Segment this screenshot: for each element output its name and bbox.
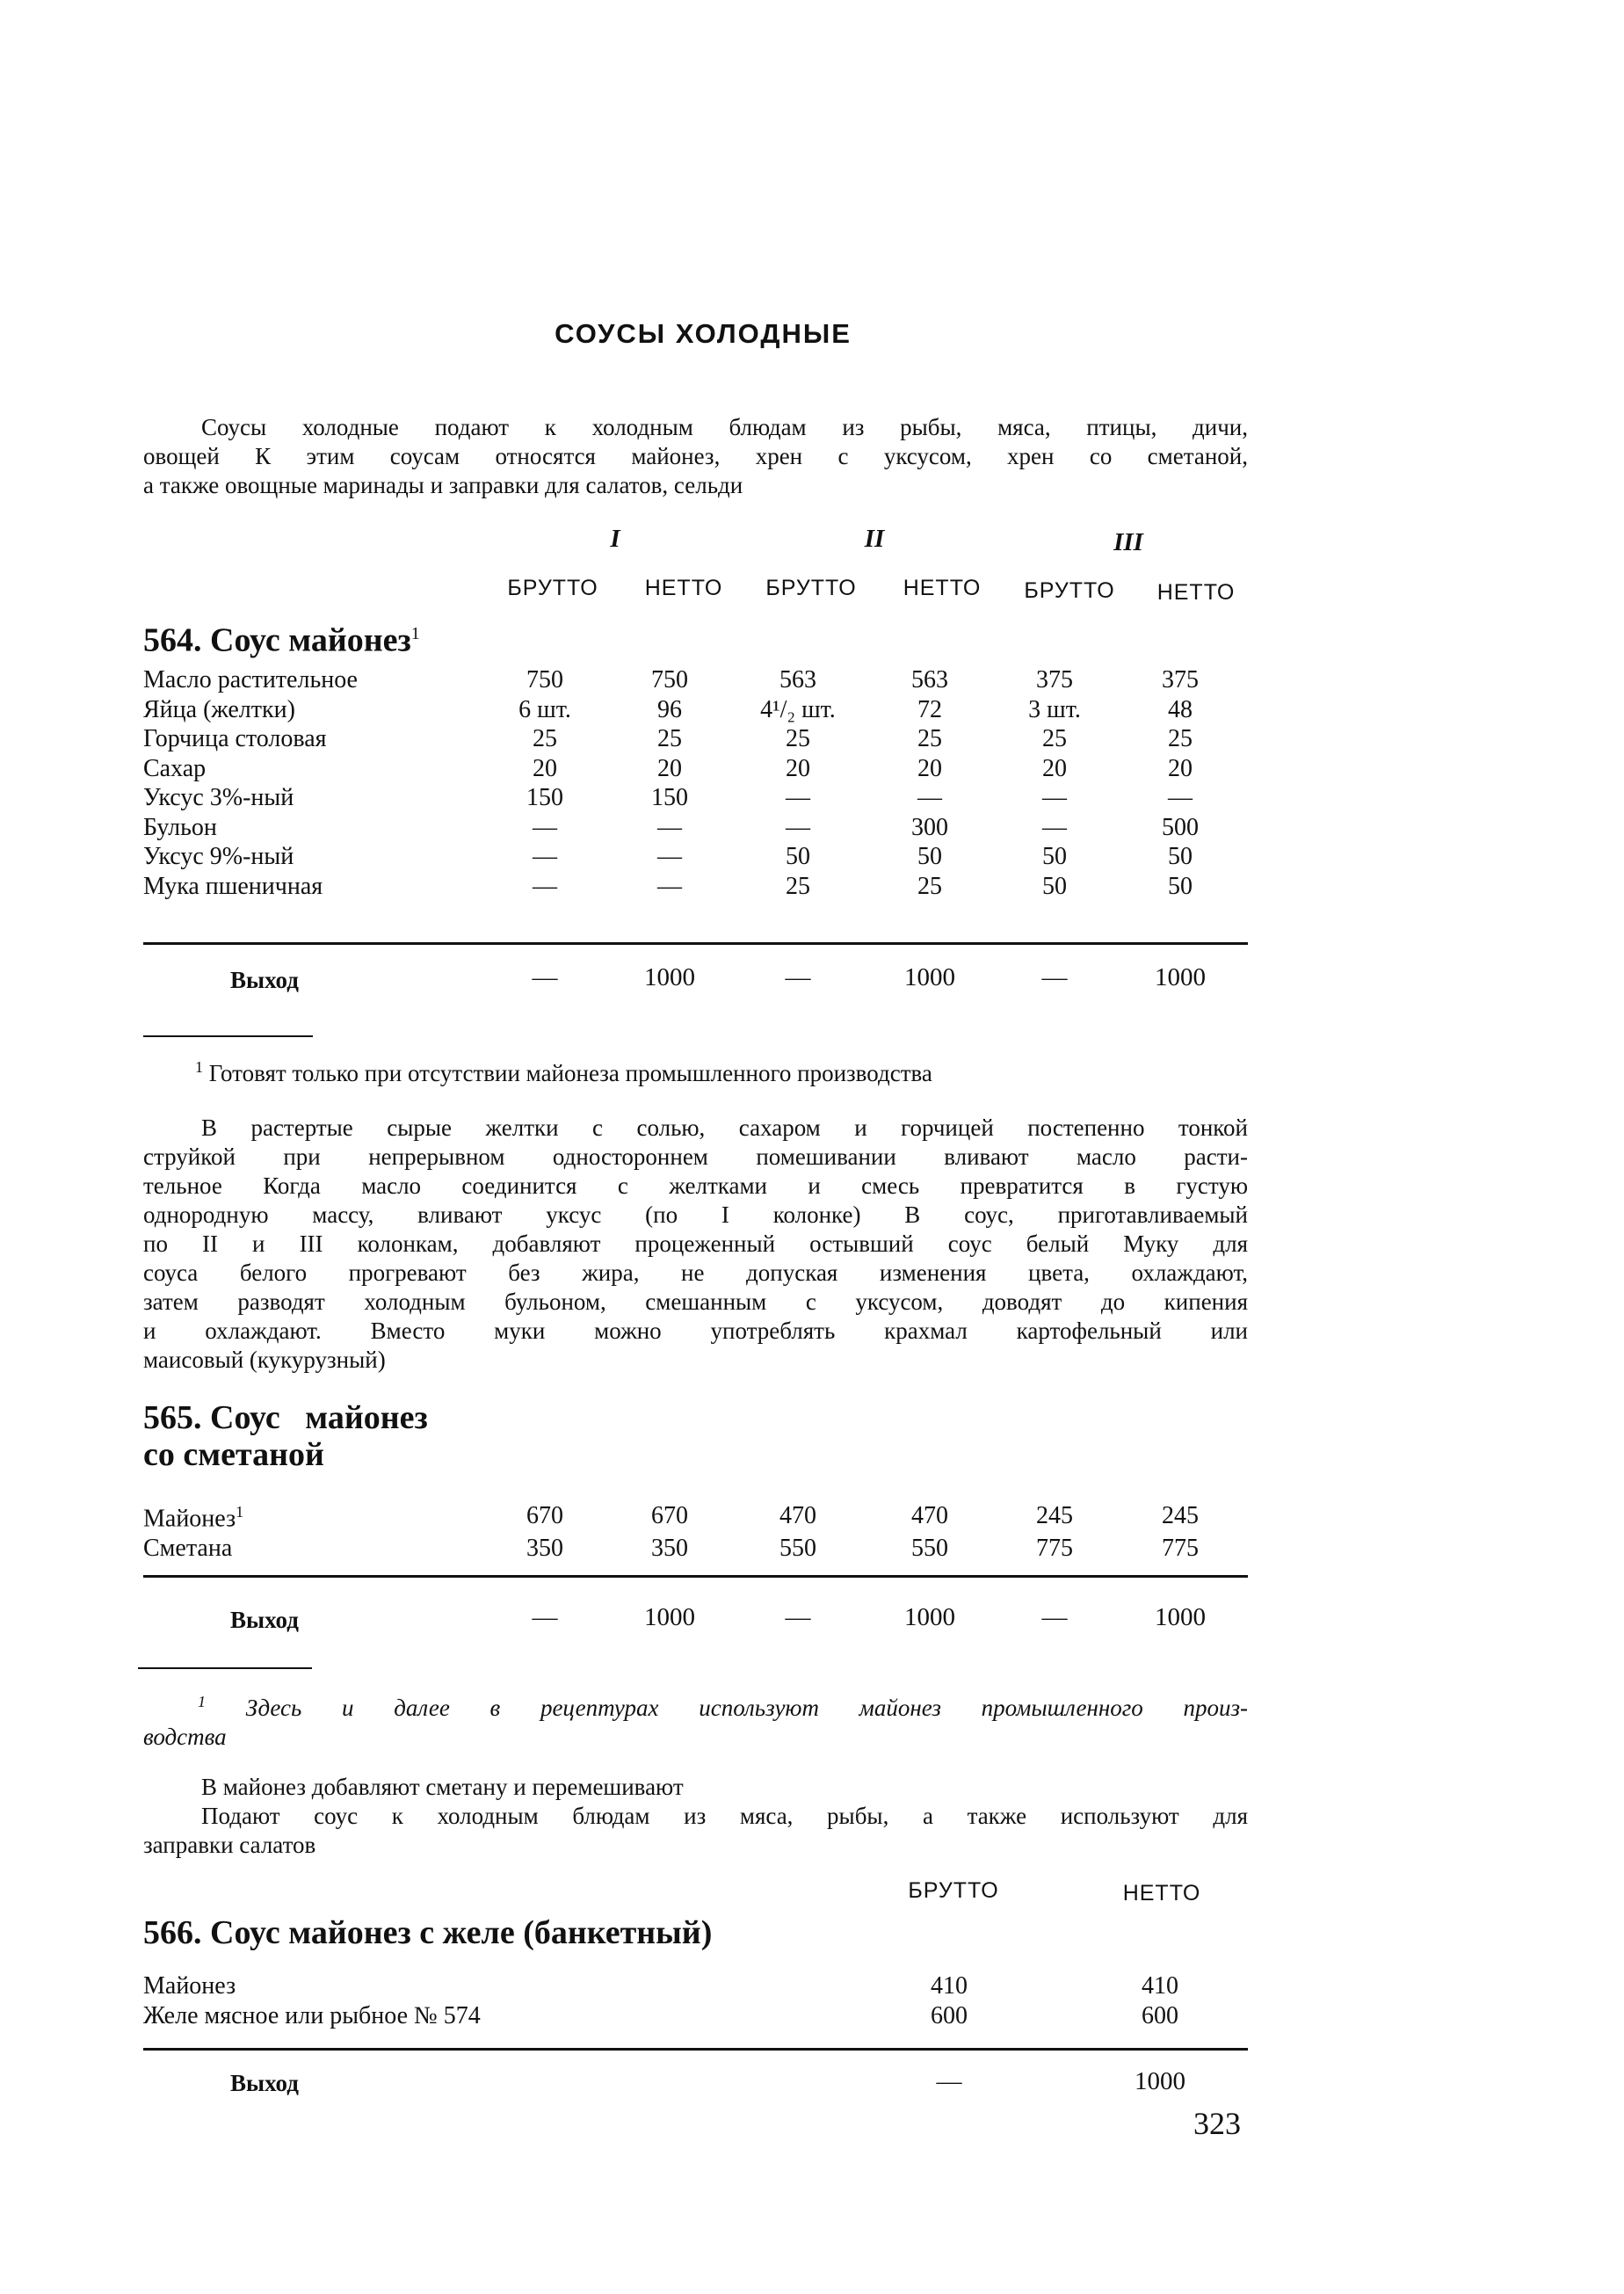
spacer xyxy=(722,872,745,902)
spacer xyxy=(1107,842,1127,872)
column-group-label: II xyxy=(864,525,885,553)
spacer xyxy=(851,724,877,754)
quantity-cell: 4¹/₂ шт. xyxy=(760,695,836,723)
quantity-cell: — xyxy=(917,784,942,811)
spacer xyxy=(851,754,877,784)
spacer xyxy=(1002,1971,1107,2001)
yield-value: — xyxy=(1041,963,1068,991)
ingredient-name xyxy=(143,842,492,872)
ingredient-row xyxy=(143,695,1233,725)
ingredient-name-text: Яйца (желтки) xyxy=(143,695,295,723)
spacer xyxy=(598,724,617,754)
spacer xyxy=(982,665,1002,695)
footnote-mark: 1 xyxy=(198,1693,206,1710)
footnote-564 xyxy=(195,1053,932,1088)
quantity-cell: 410 xyxy=(1142,1972,1178,2000)
spacer xyxy=(1002,2001,1107,2031)
table-rule xyxy=(143,942,1248,945)
ingredient-row xyxy=(143,1971,1213,2001)
ingredient-name-text: Уксус 3%-ный xyxy=(143,784,294,811)
yield-value: 1000 xyxy=(644,1603,695,1631)
recipe-565-method xyxy=(143,1773,1248,1860)
quantity-cell: 563 xyxy=(779,666,816,693)
ingredient-row xyxy=(143,842,1233,872)
spacer xyxy=(1107,872,1127,902)
quantity-cell: 670 xyxy=(526,1501,563,1529)
recipe-566-title: 566. Соус майонез с желе (банкетный) xyxy=(143,1914,713,1951)
quantity-cell: 500 xyxy=(1162,813,1199,841)
recipe-564-table xyxy=(143,665,1233,901)
quantity-cell: 750 xyxy=(651,666,688,693)
quantity-cell: 50 xyxy=(786,843,810,870)
intro-line: овощей К этим соусам относятся майонез, хрен с уксусом, хрен со сметаной, xyxy=(143,443,1248,469)
spacer xyxy=(722,1498,745,1534)
spacer xyxy=(722,724,745,754)
column-group-label: III xyxy=(1113,528,1143,556)
quantity-cell: 50 xyxy=(1042,872,1067,900)
footnote-mark: 1 xyxy=(195,1058,203,1076)
spacer xyxy=(982,754,1002,784)
quantity-cell: 150 xyxy=(526,784,563,811)
method-line: В растертые сырые желтки с солью, сахаром и горчицей постепенно тонкой xyxy=(201,1114,1248,1141)
quantity-cell: 670 xyxy=(651,1501,688,1529)
recipe-565-table xyxy=(143,1498,1233,1563)
yield-value: — xyxy=(532,1603,558,1631)
quantity-cell: 25 xyxy=(917,725,942,752)
yield-value: — xyxy=(785,1603,811,1631)
spacer xyxy=(851,1534,877,1564)
spacer xyxy=(598,665,617,695)
spacer xyxy=(1107,813,1127,843)
quantity-cell: 25 xyxy=(786,872,810,900)
recipe-566-table xyxy=(143,1971,1213,2030)
quantity-cell: — xyxy=(533,872,557,900)
spacer xyxy=(851,872,877,902)
ingredient-name xyxy=(143,1971,896,2001)
quantity-cell: — xyxy=(657,843,682,870)
spacer xyxy=(1107,754,1127,784)
quantity-cell: — xyxy=(533,843,557,870)
spacer xyxy=(722,695,745,725)
quantity-cell: 50 xyxy=(1168,872,1193,900)
ingredient-name-text: Майонез xyxy=(143,1505,236,1533)
recipe-title-text: 564. Соус майонез xyxy=(143,621,411,659)
spacer xyxy=(722,1534,745,1564)
method-line: и охлаждают. Вместо муки можно употреблять крахмал картофельный или xyxy=(143,1318,1248,1344)
spacer xyxy=(598,842,617,872)
ingredient-row xyxy=(143,1498,1233,1534)
intro-paragraph xyxy=(143,413,1248,500)
quantity-cell: 20 xyxy=(657,754,682,782)
quantity-cell: — xyxy=(533,813,557,841)
ingredient-row xyxy=(143,1534,1233,1564)
ingredient-row xyxy=(143,665,1233,695)
ingredient-row xyxy=(143,754,1233,784)
ingredient-row xyxy=(143,872,1233,902)
quantity-cell: 20 xyxy=(1042,754,1067,782)
quantity-cell: — xyxy=(657,813,682,841)
footnote-rule xyxy=(138,1667,312,1669)
footnote-565 xyxy=(143,1688,1248,1752)
ingredient-name xyxy=(143,695,492,725)
column-group-label: I xyxy=(610,525,620,553)
spacer xyxy=(982,724,1002,754)
quantity-cell: 600 xyxy=(931,2001,968,2029)
quantity-cell: 775 xyxy=(1036,1534,1073,1562)
ingredient-name xyxy=(143,1498,492,1534)
quantity-cell: 50 xyxy=(917,843,942,870)
quantity-cell: — xyxy=(1168,784,1193,811)
ingredient-name-text: Желе мясное или рыбное № 574 xyxy=(143,2001,481,2029)
ingredient-name-text: Мука пшеничная xyxy=(143,872,323,900)
yield-value: — xyxy=(785,963,811,991)
recipe-564-title xyxy=(143,615,420,659)
netto-header: НЕТТО xyxy=(1122,1881,1201,1906)
ingredient-row xyxy=(143,813,1233,843)
quantity-cell: — xyxy=(786,784,810,811)
page-number: 323 xyxy=(1193,2106,1241,2141)
quantity-cell: 25 xyxy=(657,725,682,752)
spacer xyxy=(722,665,745,695)
recipe-564-method xyxy=(143,1114,1248,1375)
spacer xyxy=(851,665,877,695)
spacer xyxy=(851,842,877,872)
spacer xyxy=(851,695,877,725)
netto-header: НЕТТО xyxy=(903,576,982,600)
ingredient-name-text: Бульон xyxy=(143,813,217,841)
footnote-text: Готовят только при отсутствии майонеза промышленного производства xyxy=(208,1060,932,1086)
quantity-cell: 550 xyxy=(911,1534,948,1562)
spacer xyxy=(982,695,1002,725)
brutto-header: БРУТТО xyxy=(507,576,598,600)
quantity-cell: 72 xyxy=(917,695,942,723)
ingredient-name-text: Горчица столовая xyxy=(143,725,327,752)
spacer xyxy=(1107,695,1127,725)
method-line: струйкой при непрерывном одностороннем помешивании вливают масло расти- xyxy=(143,1143,1248,1170)
quantity-cell: — xyxy=(786,813,810,841)
recipe-565-title xyxy=(143,1399,428,1473)
quantity-cell: 470 xyxy=(779,1501,816,1529)
quantity-cell: 563 xyxy=(911,666,948,693)
quantity-cell: 96 xyxy=(657,695,682,723)
quantity-cell: 245 xyxy=(1036,1501,1073,1529)
footnote-mark: 1 xyxy=(410,624,420,643)
spacer xyxy=(722,842,745,872)
quantity-cell: 3 шт. xyxy=(1028,695,1081,723)
quantity-cell: — xyxy=(1042,784,1067,811)
spacer xyxy=(598,1534,617,1564)
quantity-cell: — xyxy=(1042,813,1067,841)
spacer xyxy=(598,754,617,784)
brutto-header: БРУТТО xyxy=(765,576,857,600)
method-line: заправки салатов xyxy=(143,1832,316,1858)
spacer xyxy=(851,783,877,813)
intro-line: а также овощные маринады и заправки для салатов, сельди xyxy=(143,472,743,498)
table-rule xyxy=(143,1575,1248,1578)
yield-value: — xyxy=(936,2067,962,2095)
quantity-cell: 150 xyxy=(651,784,688,811)
quantity-cell: 350 xyxy=(651,1534,688,1562)
yield-value: 1000 xyxy=(904,1603,955,1631)
ingredient-name xyxy=(143,783,492,813)
ingredient-name xyxy=(143,2001,896,2031)
quantity-cell: 350 xyxy=(526,1534,563,1562)
method-line: Подают соус к холодным блюдам из мяса, рыбы, а также используют для xyxy=(201,1803,1248,1829)
spacer xyxy=(722,754,745,784)
spacer xyxy=(1107,665,1127,695)
quantity-cell: 375 xyxy=(1162,666,1199,693)
quantity-cell: 750 xyxy=(526,666,563,693)
ingredient-name xyxy=(143,1534,492,1564)
yield-value: 1000 xyxy=(644,963,695,991)
method-line: тельное Когда масло соединится с желтками и смесь превратится в густую xyxy=(143,1172,1248,1199)
quantity-cell: 775 xyxy=(1162,1534,1199,1562)
spacer xyxy=(982,783,1002,813)
yield-label: Выход xyxy=(230,1607,299,1633)
ingredient-name xyxy=(143,724,492,754)
page-title: СОУСЫ ХОЛОДНЫЕ xyxy=(555,318,852,349)
spacer xyxy=(1107,783,1127,813)
yield-value: 1000 xyxy=(904,963,955,991)
spacer xyxy=(598,783,617,813)
yield-label: Выход xyxy=(230,2070,299,2096)
quantity-cell: 20 xyxy=(917,754,942,782)
quantity-cell: 6 шт. xyxy=(518,695,571,723)
yield-value: 1000 xyxy=(1135,2067,1185,2095)
ingredient-name-text: Сахар xyxy=(143,754,207,782)
quantity-cell: 410 xyxy=(931,1972,968,2000)
ingredient-row xyxy=(143,2001,1213,2031)
method-line: однородную массу, вливают уксус (по I колонке) В соус, приготавливаемый xyxy=(143,1201,1248,1228)
ingredient-name-text: Сметана xyxy=(143,1534,233,1562)
spacer xyxy=(982,1534,1002,1564)
spacer xyxy=(1107,1498,1127,1534)
quantity-cell: 245 xyxy=(1162,1501,1199,1529)
quantity-cell: 20 xyxy=(533,754,557,782)
spacer xyxy=(1107,1534,1127,1564)
brutto-header: БРУТТО xyxy=(908,1878,999,1903)
quantity-cell: 25 xyxy=(917,872,942,900)
table-rule xyxy=(143,2048,1248,2051)
netto-header: НЕТТО xyxy=(644,576,723,600)
spacer xyxy=(598,872,617,902)
method-line: по II и III колонкам, добавляют процеженный остывший соус белый Муку для xyxy=(143,1230,1248,1257)
spacer xyxy=(598,813,617,843)
spacer xyxy=(598,1498,617,1534)
quantity-cell: 25 xyxy=(1042,725,1067,752)
spacer xyxy=(722,783,745,813)
spacer xyxy=(722,813,745,843)
quantity-cell: 20 xyxy=(1168,754,1193,782)
yield-label: Выход xyxy=(230,967,299,993)
method-line: В майонез добавляют сметану и перемешивают xyxy=(201,1774,684,1800)
recipe-title-line: со сметаной xyxy=(143,1436,324,1473)
ingredient-name xyxy=(143,754,492,784)
spacer xyxy=(1107,724,1127,754)
ingredient-row xyxy=(143,783,1233,813)
quantity-cell: 300 xyxy=(911,813,948,841)
method-line: затем разводят холодным бульоном, смешанным с уксусом, доводят до кипения xyxy=(143,1289,1248,1315)
footnote-text: Здесь и далее в рецептурах используют майонез промышленного произ- xyxy=(245,1695,1249,1721)
yield-value: — xyxy=(1041,1603,1068,1631)
spacer xyxy=(982,872,1002,902)
spacer xyxy=(982,842,1002,872)
ingredient-name-text: Масло растительное xyxy=(143,666,358,693)
footnote-rule xyxy=(143,1035,313,1037)
ingredient-row xyxy=(143,724,1233,754)
quantity-cell: 48 xyxy=(1168,695,1193,723)
yield-value: 1000 xyxy=(1155,1603,1206,1631)
quantity-cell: 375 xyxy=(1036,666,1073,693)
method-line: маисовый (кукурузный) xyxy=(143,1347,386,1373)
quantity-cell: 20 xyxy=(786,754,810,782)
spacer xyxy=(851,1498,877,1534)
ingredient-name xyxy=(143,813,492,843)
yield-value: 1000 xyxy=(1155,963,1206,991)
quantity-cell: 600 xyxy=(1142,2001,1178,2029)
quantity-cell: 25 xyxy=(1168,725,1193,752)
brutto-header: БРУТТО xyxy=(1024,578,1115,603)
quantity-cell: 50 xyxy=(1042,843,1067,870)
method-line: соуса белого прогревают без жира, не допуская изменения цвета, охлаждают, xyxy=(143,1260,1248,1286)
spacer xyxy=(598,695,617,725)
quantity-cell: 550 xyxy=(779,1534,816,1562)
recipe-title-line: 565. Соус майонез xyxy=(143,1399,428,1436)
footnote-text: водства xyxy=(143,1724,227,1750)
intro-line: Соусы холодные подают к холодным блюдам из рыбы, мяса, птицы, дичи, xyxy=(201,414,1248,440)
spacer xyxy=(982,813,1002,843)
netto-header: НЕТТО xyxy=(1156,580,1236,605)
ingredient-name xyxy=(143,872,492,902)
footnote-mark: 1 xyxy=(236,1503,244,1521)
quantity-cell: 25 xyxy=(786,725,810,752)
spacer xyxy=(851,813,877,843)
yield-value: — xyxy=(532,963,558,991)
ingredient-name-text: Майонез xyxy=(143,1972,236,2000)
quantity-cell: 470 xyxy=(911,1501,948,1529)
quantity-cell: 25 xyxy=(533,725,557,752)
ingredient-name xyxy=(143,665,492,695)
quantity-cell: — xyxy=(657,872,682,900)
spacer xyxy=(982,1498,1002,1534)
ingredient-name-text: Уксус 9%-ный xyxy=(143,843,294,870)
quantity-cell: 50 xyxy=(1168,843,1193,870)
